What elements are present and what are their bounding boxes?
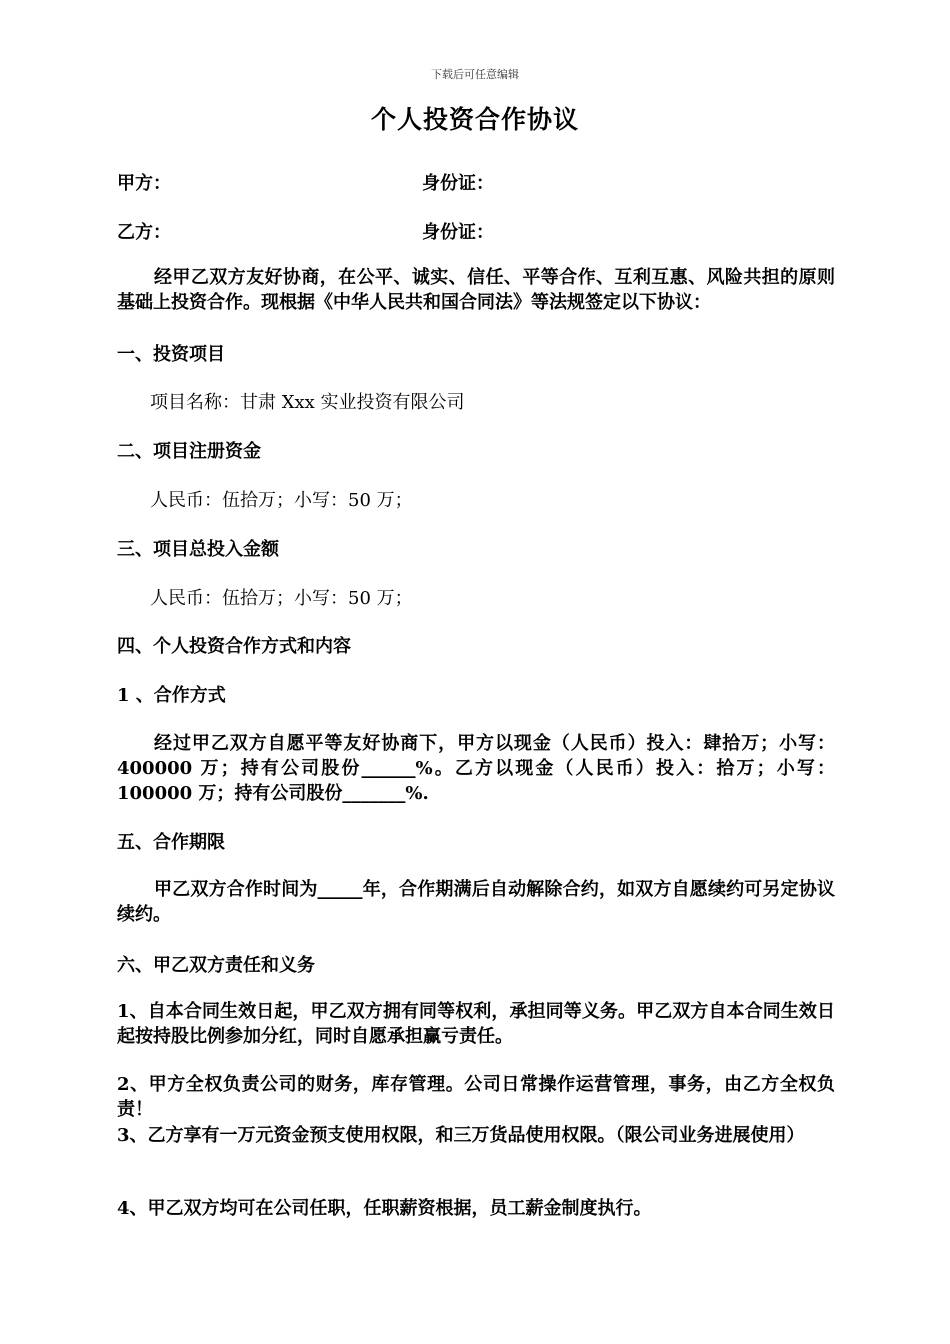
party-b-id-label: 身份证： (422, 222, 494, 243)
page-title: 个人投资合作协议 (370, 105, 579, 134)
section-4-sub1-heading: 1 、合作方式 (117, 685, 226, 706)
party-b-label: 乙方： (117, 222, 171, 243)
section-6-item-3: 3、乙方享有一万元资金预支使用权限，和三万货品使用权限。（限公司业务进展使用） (117, 1125, 805, 1146)
party-a-id-label: 身份证： (422, 173, 494, 194)
section-5-heading: 五、合作期限 (117, 832, 225, 853)
section-5-text: 甲乙双方合作时间为_____年，合作期满后自动解除合约，如双方自愿续约可另定协议续约。 (117, 879, 835, 925)
section-2-heading: 二、项目注册资金 (117, 441, 261, 462)
intro-paragraph: 经甲乙双方友好协商，在公平、诚实、信任、平等合作、互利互惠、风险共担的原则基础上投资合作。现根据《中华人民共和国合同法》等法规签定以下协议： (117, 267, 835, 313)
section-1-heading: 一、投资项目 (117, 344, 225, 365)
header-note: 下载后可任意编辑 (431, 68, 519, 81)
section-6-heading: 六、甲乙双方责任和义务 (117, 955, 315, 976)
section-1-project-name: 项目名称：甘肃 Xxx 实业投资有限公司 (150, 392, 465, 413)
section-6-item-2: 2、甲方全权负责公司的财务，库存管理。公司日常操作运营管理，事务，由乙方全权负责！ (117, 1074, 835, 1120)
party-a-label: 甲方： (117, 173, 171, 194)
section-2-amount: 人民币：伍拾万；小写：50 万； (150, 490, 413, 511)
section-6-item-1: 1、自本合同生效日起，甲乙双方拥有同等权利，承担同等义务。甲乙双方自本合同生效日起按持股比例参加分红，同时自愿承担赢亏责任。 (117, 1001, 835, 1047)
section-6-item-4: 4、甲乙双方均可在公司任职，任职薪资根据，员工薪金制度执行。 (117, 1198, 652, 1219)
section-4-sub1-text: 经过甲乙双方自愿平等友好协商下，甲方以现金（人民币）投入：肆拾万；小写：400000 万；持有公司股份______%。乙方以现金（人民币）投入：拾万；小写：100000 万；持有公司股份_______%. (117, 733, 835, 804)
section-3-amount: 人民币：伍拾万；小写：50 万； (150, 588, 413, 609)
section-3-heading: 三、项目总投入金额 (117, 539, 279, 560)
section-4-heading: 四、个人投资合作方式和内容 (117, 636, 351, 657)
